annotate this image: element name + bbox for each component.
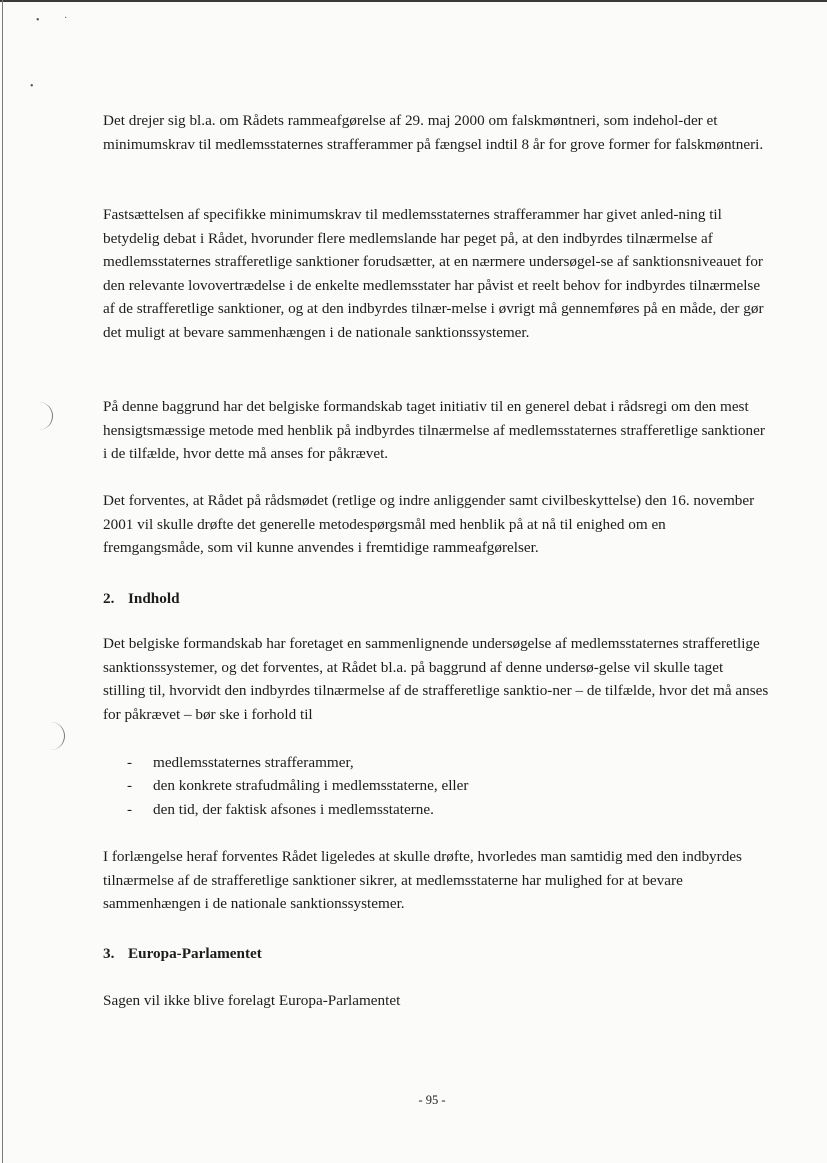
paragraph-indhold-intro: Det belgiske formandskab har foretaget en sammenlignende undersøgelse af medlemsstaternes strafferetlige sanktionssystemer, og det forventes, at Rådet bl.a. på baggrund af denne undersø-gelse vil skulle taget stilling til, hvorvidt den indbyrdes tilnærmelse af de strafferetlige sanktio-ner – de tilfælde, hvor det må anses for påkrævet – bør ske i forhold til — [103, 635, 769, 723]
punch-hole-mark-icon — [38, 402, 53, 430]
scan-speck-icon: • — [36, 15, 40, 26]
scan-speck-icon: · — [64, 13, 68, 24]
paragraph-indhold-conclusion: I forlængelse heraf forventes Rådet ligeledes at skulle drøfte, hvorledes man samtidig med den indbyrdes tilnærmelse af de strafferetlige sanktioner sikrer, at medlemsstaterne har mulighed for at bevare sammenhængen i de nationale sanktionssystemer. — [103, 848, 742, 913]
section-number: 2. — [103, 590, 115, 607]
scan-speck-icon: • — [30, 81, 34, 92]
paragraph-raadsmoedet: Det forventes, at Rådet på rådsmødet (retlige og indre anliggender samt civilbeskyttelse) den 16. november 2001 vil skulle drøfte det generelle metodespørgsmål med henblik på at nå til enighed om en fremgangsmåde, som vil kunne anvendes i fremtidige rammeafgørelser. — [103, 492, 755, 557]
list-item: - den konkrete strafudmåling i medlemsstaterne, eller — [127, 774, 468, 797]
list-dash: - — [127, 777, 133, 795]
section-number: 3. — [103, 945, 115, 962]
paragraph-rammeafgorelse: Det drejer sig bl.a. om Rådets rammeafgørelse af 29. maj 2000 om falskmøntneri, som indehol-der et minimumskrav til medlemsstaternes strafferammer på fængsel indtil 8 år for grove former for falskmøntneri. — [103, 112, 764, 153]
section-title: Europa-Parlamentet — [128, 945, 262, 962]
list-dash: - — [127, 800, 133, 818]
list-dash: - — [127, 754, 133, 771]
paragraph-europa-parlamentet: Sagen vil ikke blive forelagt Europa-Parlamentet — [103, 992, 401, 1009]
section-heading-europa-parlamentet — [103, 945, 262, 963]
list-item: - den tid, der faktisk afsones i medlemsstaterne. — [127, 798, 468, 821]
section-title: Indhold — [128, 590, 180, 607]
paragraph-minimumskrav: Fastsættelsen af specifikke minimumskrav til medlemsstaternes strafferammer har givet anled-ning til betydelig debat i Rådet, hvorunder flere medlemslande har peget på, at den indbyrdes tilnærmelse af medlemsstaternes strafferetlige sanktioner forudsætter, at en nærmere undersøgel-se af sanktionsniveauet for den relevante lovovertrædelse i de enkelte medlemsstater har påvist et reelt behov for indbyrdes tilnærmelse af de strafferetlige sanktioner, og at den indbyrdes tilnær-melse i øvrigt må gennemføres på en måde, der gør det muligt at bevare sammenhængen i de nationale sanktionssystemer. — [103, 206, 764, 341]
paragraph-belgiske-initiativ: På denne baggrund har det belgiske formandskab taget initiativ til en generel debat i rådsregi om den mest hensigtsmæssige metode med henblik på indbyrdes tilnærmelse af medlemsstaternes strafferetlige sanktioner i de tilfælde, hvor dette må anses for påkrævet. — [103, 398, 765, 463]
scan-left-edge — [2, 0, 3, 1163]
scan-top-edge — [0, 0, 827, 2]
section-heading-indhold — [103, 590, 180, 608]
list-item: - medlemsstaternes strafferammer, — [127, 751, 468, 774]
punch-hole-mark-icon — [50, 722, 65, 750]
page-number: - 95 - — [418, 1093, 446, 1107]
sanction-options-list — [127, 751, 468, 821]
